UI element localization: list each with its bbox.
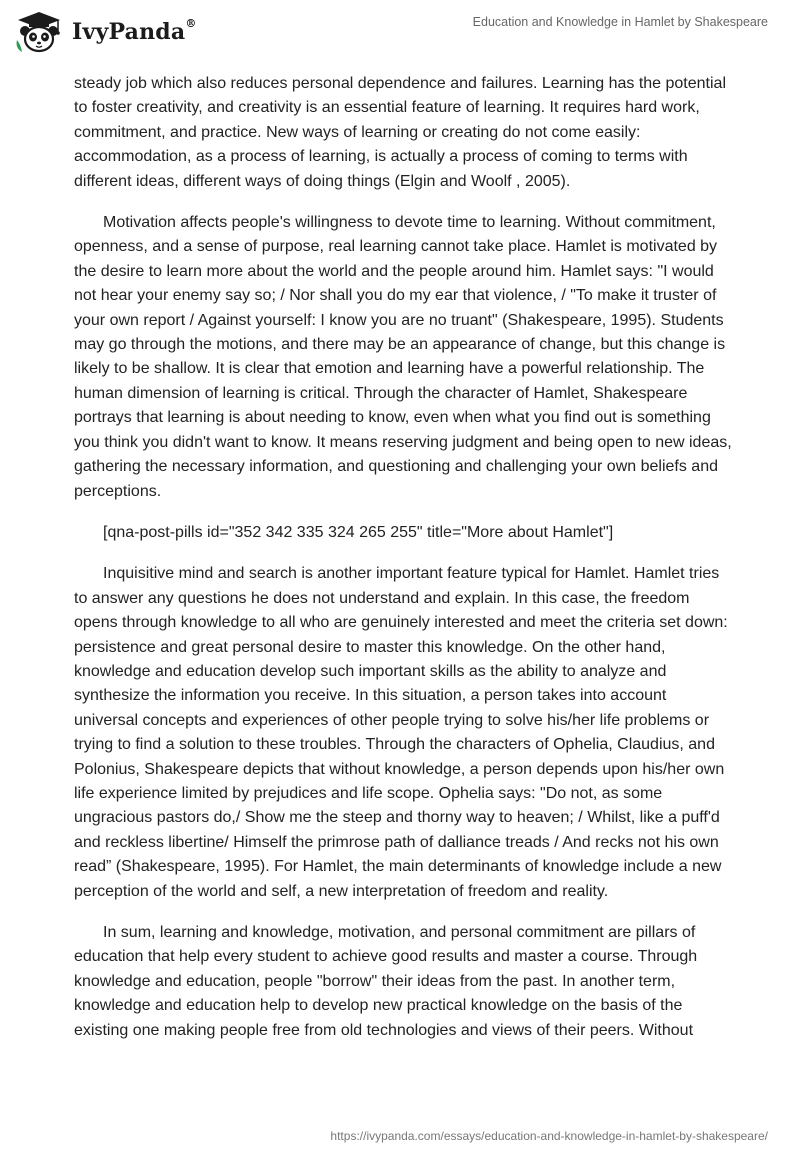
essay-paragraph: Inquisitive mind and search is another important feature typical for Hamlet. Hamlet tries to answer any questions he does not understand and explain. In this case, the freedom opens through knowledge to all who are genuinely interested and meet the criteria set down: persistence and great personal desire to master this knowledge. On the other hand, knowledge and education develop such important skills as the ability to analyze and synthesize the information you receive. In this situation, a person takes into account universal concepts and experiences of other people trying to solve his/her life problems or trying to find a solution to these troubles. Through the characters of Ophelia, Claudius, and Polonius, Shakespeare depicts that without knowledge, a person depends upon his/her own life experience limited by prejudices and life scope. Ophelia says: "Do not, as some ungracious pastors do,/ Show me the steep and thorny way to heaven; / Whilst, like a puff'd and reckless libertine/ Himself the primrose path of dalliance treads / And recks not his own read” (Shakespeare, 1995). For Hamlet, the main determinants of knowledge include a new perception of the world and self, a new interpretation of freedom and reality. (74, 565, 728, 900)
shortcode-text: [qna-post-pills id="352 342 335 324 265 255" title="More about Hamlet"] (103, 523, 614, 541)
essay-body (74, 72, 734, 1060)
essay-paragraph: In sum, learning and knowledge, motivation, and personal commitment are pillars of education that help every student to achieve good results and master a course. Through knowledge and education, people "borrow" their ideas from the past. In another term, knowledge and education help to develop new practical knowledge on the basis of the existing one making people free from old technologies and views of their peers. Without (74, 924, 698, 1039)
essay-paragraph: steady job which also reduces personal dependence and failures. Learning has the potential to foster creativity, and creativity is an essential feature of learning. It requires hard work, commitment, and practice. New ways of learning or creating do not come easily: accommodation, as a process of learning, is actually a process of coming to terms with different ideas, different ways of doing things (Elgin and Woolf , 2005). (74, 75, 726, 190)
brand-logo[interactable] (14, 10, 197, 54)
footer-url[interactable]: https://ivypanda.com/essays/education-and-knowledge-in-hamlet-by-shakespeare/ (330, 1129, 768, 1143)
brand-name: IvyPanda® (72, 16, 197, 45)
essay-paragraph: Motivation affects people's willingness to devote time to learning. Without commitment, openness, and a sense of purpose, real learning cannot take place. Hamlet is motivated by the desire to learn more about the world and the people around him. Hamlet says: "I would not hear your enemy say so; / Nor shall you do my ear that violence, / "To make it truster of your own report / Against yourself: I know you are no truant" (Shakespeare, 1995). Students may go through the motions, and there may be an appearance of change, but this change is likely to be shallow. It is clear that emotion and learning have a powerful relationship. The human dimension of learning is critical. Through the character of Hamlet, Shakespeare portrays that learning is about needing to know, even when what you find out is something you think you didn't want to know. It means reserving judgment and being open to new ideas, gathering the necessary information, and questioning and challenging your own beliefs and perceptions. (74, 214, 732, 500)
panda-graduation-cap-icon (14, 10, 64, 54)
page-header (0, 0, 800, 64)
document-title: Education and Knowledge in Hamlet by Shakespeare (472, 15, 768, 29)
